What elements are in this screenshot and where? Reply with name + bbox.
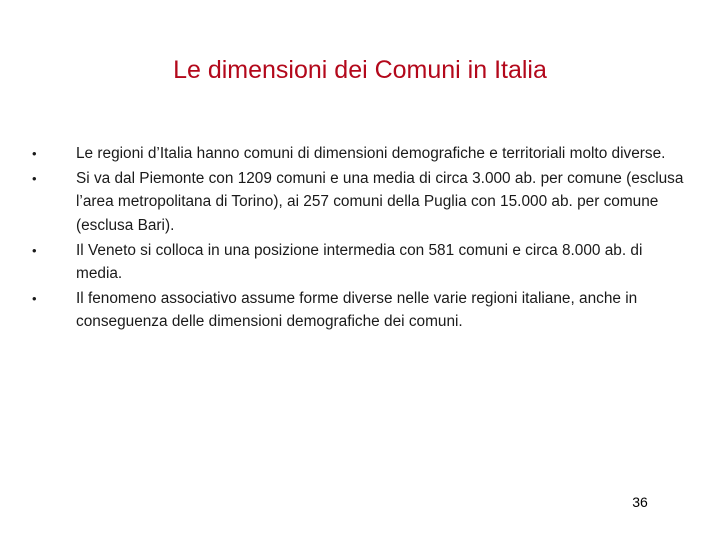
- bullet-icon: •: [32, 171, 37, 187]
- bullet-icon: •: [32, 146, 37, 161]
- bullet-item: [32, 142, 692, 165]
- bullet-icon: •: [32, 291, 37, 307]
- bullet-text: Il fenomeno associativo assume forme diverse nelle varie regioni italiane, anche in conseguenza delle dimensioni demografiche dei comuni.: [76, 290, 638, 331]
- bullet-item: [32, 287, 692, 333]
- bullet-text: Il Veneto si colloca in una posizione intermedia con 581 comuni e circa 8.000 ab. di media.: [76, 241, 643, 283]
- bullet-item: [32, 167, 692, 237]
- page-number: 36: [632, 494, 648, 510]
- slide-title: Le dimensioni dei Comuni in Italia: [173, 56, 547, 84]
- bullet-item: [32, 239, 692, 285]
- bullet-icon: •: [32, 242, 37, 258]
- bullet-text: Si va dal Piemonte con 1209 comuni e una media di circa 3.000 ab. per comune (esclusa l’area metropolitana di Torino), ai 257 comuni della Puglia con 15.000 ab. per comune (esclusa Bari).: [76, 170, 684, 234]
- bullet-list: [32, 142, 692, 336]
- bullet-text: Le regioni d’Italia hanno comuni di dimensioni demografiche e territoriali molto diverse.: [76, 145, 666, 162]
